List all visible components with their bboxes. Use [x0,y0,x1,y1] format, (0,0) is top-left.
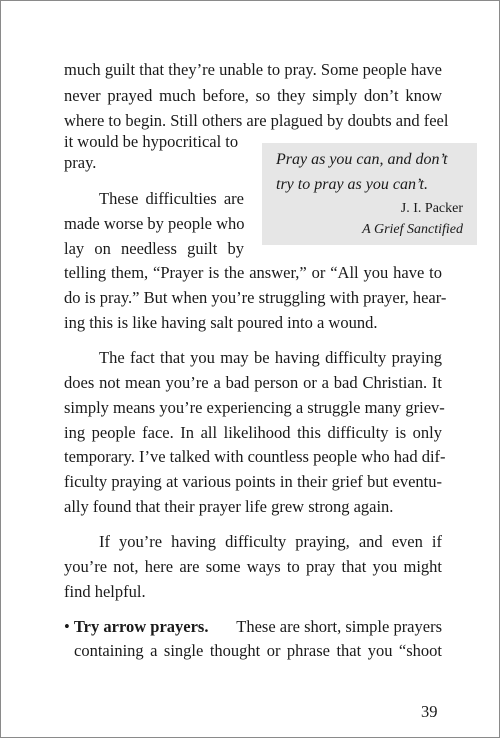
paragraph-line: These difficulties are [99,189,244,208]
paragraph-line: you’re not, here are some ways to pray that you might [64,557,442,576]
paragraph-line: much guilt that they’re unable to pray. Some people have [64,60,442,79]
paragraph-line: pray. [64,153,97,172]
bullet-title: Try arrow prayers. [73,617,209,636]
paragraph-line: ally found that their prayer life grew strong again. [64,497,394,516]
paragraph-line: telling them, “Prayer is the answer,” or “All you have to [64,263,442,282]
paragraph-line: it would be hypocritical to [64,132,239,151]
pull-quote-line: try to pray as you can’t. [276,176,428,193]
paragraph-line: If you’re having difficulty praying, and even if [99,532,442,551]
paragraph-line: ing this is like having salt poured into a wound. [64,313,378,332]
paragraph-line: lay on needless guilt by [64,239,244,258]
pull-quote-line: Pray as you can, and don’t [276,151,448,168]
bullet-item [64,617,442,637]
bullet-text: These are short, simple prayers [236,617,442,636]
paragraph-line: does not mean you’re a bad person or a bad Christian. It [64,373,442,392]
paragraph-line: where to begin. Still others are plagued by doubts and feel [64,111,449,130]
paragraph-line: ing people face. In all likelihood this difficulty is only [64,423,442,442]
paragraph-line: The fact that you may be having difficulty praying [99,348,442,367]
bullet-head [64,617,208,637]
paragraph-line: simply means you’re experiencing a struggle many griev- [64,398,445,417]
paragraph-line: ficulty praying at various points in their grief but eventu- [64,472,442,491]
paragraph-line: do is pray.” But when you’re struggling with prayer, hear- [64,288,447,307]
paragraph-line: find helpful. [64,582,146,601]
page-number: 39 [421,702,438,721]
paragraph-line: containing a single thought or phrase that you “shoot [74,641,442,660]
paragraph-line: temporary. I’ve talked with countless people who had dif- [64,447,446,466]
pull-quote [262,143,477,245]
pull-quote-author: J. I. Packer [400,201,463,216]
bullet-marker: • [64,617,70,636]
pull-quote-source: A Grief Sanctified [362,222,463,237]
paragraph-line: never prayed much before, so they simply don’t know [64,86,442,105]
paragraph-line: made worse by people who [64,214,245,233]
